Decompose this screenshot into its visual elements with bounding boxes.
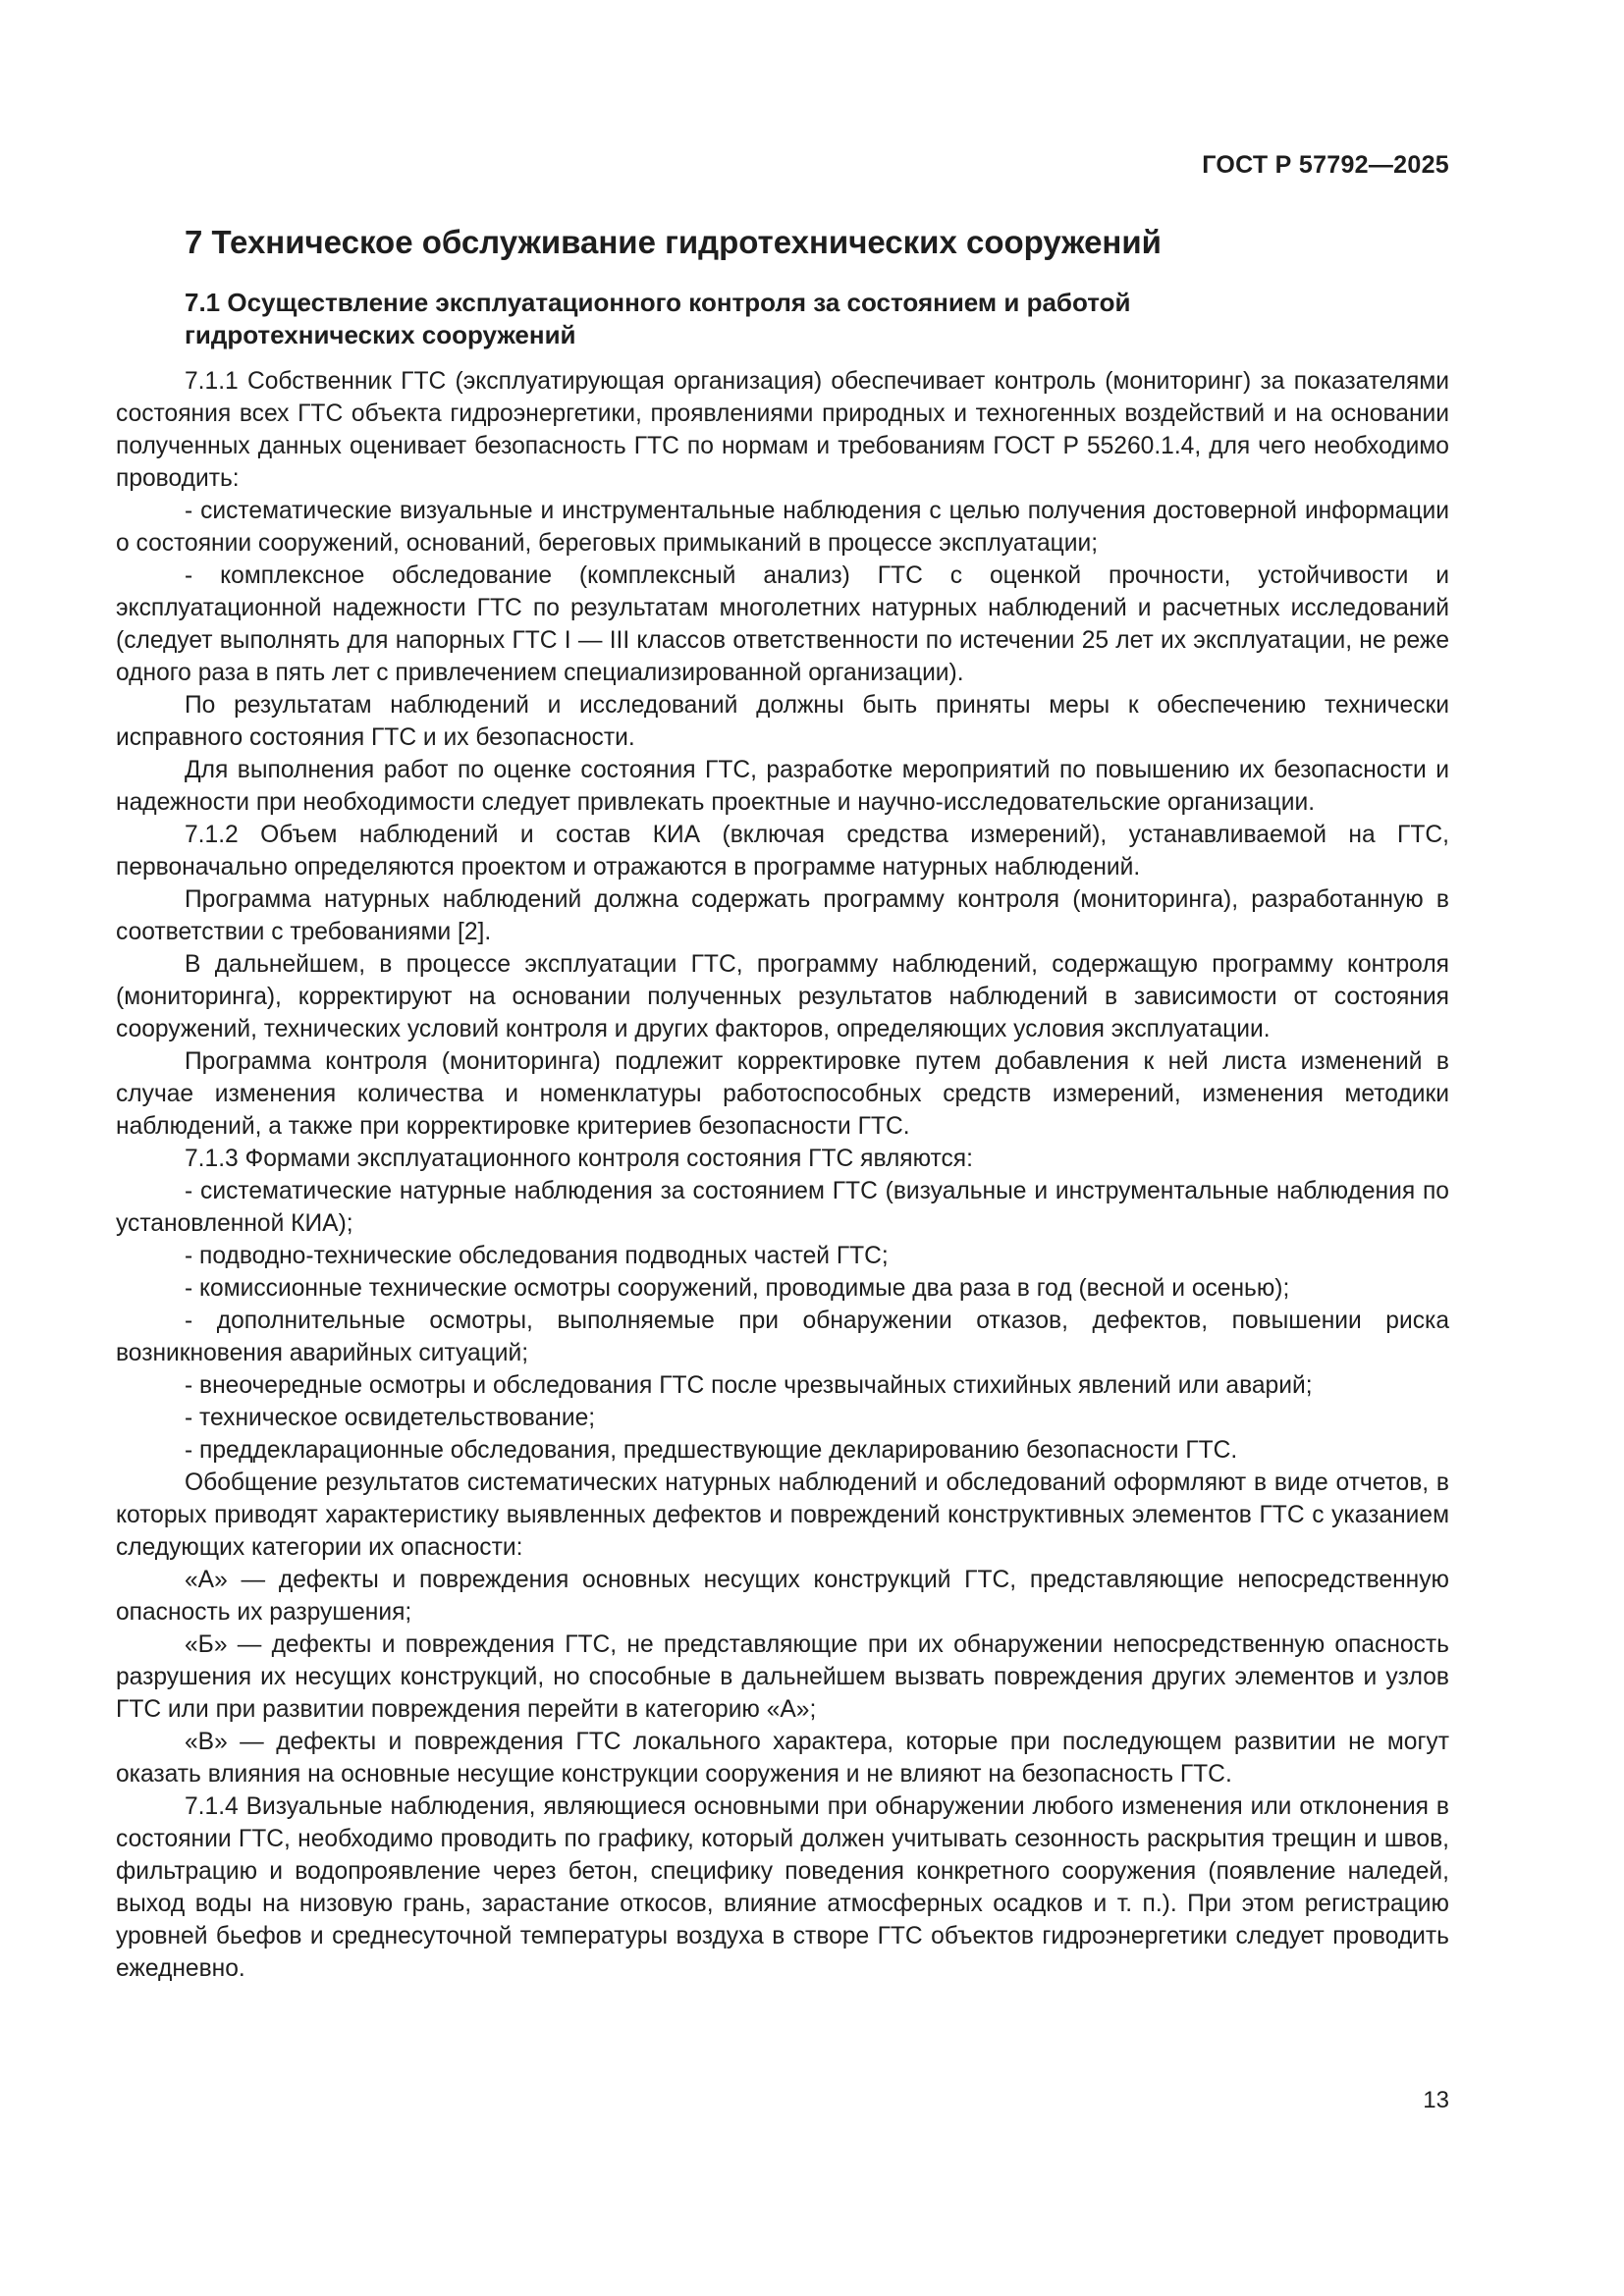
paragraph: Обобщение результатов систематических натурных наблюдений и обследований оформляют в виде отчетов, в которых приводят характеристику выявленных дефектов и повреждений конструктивных элементов ГТС с указанием следующих категории их опасности:: [116, 1469, 1449, 1561]
section-title: 7 Техническое обслуживание гидротехнических сооружений: [185, 224, 1162, 260]
document-code: ГОСТ Р 57792—2025: [1202, 151, 1449, 179]
list-item: - внеочередные осмотры и обследования ГТС после чрезвычайных стихийных явлений или аварий;: [185, 1372, 1313, 1399]
list-item: - систематические натурные наблюдения за состоянием ГТС (визуальные и инструментальные наблюдения по установленной КИА);: [116, 1178, 1449, 1237]
list-item: - систематические визуальные и инструментальные наблюдения с целью получения достоверной информации о состоянии сооружений, оснований, береговых примыканий в процессе эксплуатации;: [116, 498, 1449, 557]
list-item: - дополнительные осмотры, выполняемые при обнаружении отказов, дефектов, повышении риска возникновения аварийных ситуаций;: [116, 1308, 1449, 1366]
paragraph: Программа контроля (мониторинга) подлежит корректировке путем добавления к ней листа изменений в случае изменения количества и номенклатуры работоспособных средств измерений, изменения методики наблюдений, а также при корректировке критериев безопасности ГТС.: [116, 1048, 1449, 1140]
list-item: - комплексное обследование (комплексный анализ) ГТС с оценкой прочности, устойчивости и эксплуатационной надежности ГТС по результатам многолетних натурных наблюдений и расчетных исследований (следует выполнять для напорных ГТС I — III классов ответственности по истечении 25 лет их эксплуатации, не реже одного раза в пять лет с привлечением специализированной организации).: [116, 562, 1449, 686]
page-number: 13: [1423, 2087, 1449, 2113]
list-item: - преддекларационные обследования, предшествующие декларированию безопасности ГТС.: [185, 1437, 1238, 1464]
body-text: [116, 365, 1449, 1985]
category-item: «В» — дефекты и повреждения ГТС локального характера, которые при последующем развитии не могут оказать влияния на основные несущие конструкции сооружения и не влияют на безопасность ГТС.: [116, 1729, 1449, 1788]
paragraph: 7.1.3 Формами эксплуатационного контроля состояния ГТС являются:: [185, 1146, 973, 1172]
paragraph: В дальнейшем, в процессе эксплуатации ГТС, программу наблюдений, содержащую программу контроля (мониторинга), корректируют на основании полученных результатов наблюдений в зависимости от состояния сооружений, технических условий контроля и других факторов, определяющих условия эксплуатации.: [116, 951, 1449, 1042]
category-item: «А» — дефекты и повреждения основных несущих конструкций ГТС, представляющие непосредственную опасность их разрушения;: [116, 1567, 1449, 1626]
paragraph: По результатам наблюдений и исследований должны быть приняты меры к обеспечению технически исправного состояния ГТС и их безопасности.: [116, 692, 1449, 751]
paragraph: 7.1.2 Объем наблюдений и состав КИА (включая средства измерений), устанавливаемой на ГТС, первоначально определяются проектом и отражаются в программе натурных наблюдений.: [116, 822, 1449, 881]
category-item: «Б» — дефекты и повреждения ГТС, не представляющие при их обнаружении непосредственную опасность разрушения их несущих конструкций, но способные в дальнейшем вызвать повреждения других элементов и узлов ГТС или при развитии повреждения перейти в категорию «А»;: [116, 1631, 1449, 1723]
subsection-title: 7.1 Осуществление эксплуатационного контроля за состоянием и работой гидротехнических сооружений: [185, 288, 1131, 349]
paragraph: 7.1.4 Визуальные наблюдения, являющиеся основными при обнаружении любого изменения или отклонения в состоянии ГТС, необходимо проводить по графику, который должен учитывать сезонность раскрытия трещин и швов, фильтрацию и водопроявление через бетон, специфику поведения конкретного сооружения (появление наледей, выход воды на низовую грань, зарастание откосов, влияние атмосферных осадков и т. п.). При этом регистрацию уровней бьефов и среднесуточной температуры воздуха в створе ГТС объектов гидроэнергетики следует проводить ежедневно.: [116, 1793, 1449, 1982]
list-item: - комиссионные технические осмотры сооружений, проводимые два раза в год (весной и осенью);: [185, 1275, 1290, 1302]
paragraph: 7.1.1 Собственник ГТС (эксплуатирующая организация) обеспечивает контроль (мониторинг) за показателями состояния всех ГТС объекта гидроэнергетики, проявлениями природных и техногенных воздействий и на основании полученных данных оценивает безопасность ГТС по нормам и требованиям ГОСТ Р 55260.1.4, для чего необходимо проводить:: [116, 368, 1449, 492]
paragraph: Для выполнения работ по оценке состояния ГТС, разработке мероприятий по повышению их безопасности и надежности при необходимости следует привлекать проектные и научно-исследовательские организации.: [116, 757, 1449, 816]
list-item: - техническое освидетельствование;: [185, 1405, 596, 1431]
list-item: - подводно-технические обследования подводных частей ГТС;: [185, 1243, 889, 1269]
paragraph: Программа натурных наблюдений должна содержать программу контроля (мониторинга), разработанную в соответствии с требованиями [2].: [116, 886, 1449, 945]
page-content: [116, 222, 1449, 1985]
